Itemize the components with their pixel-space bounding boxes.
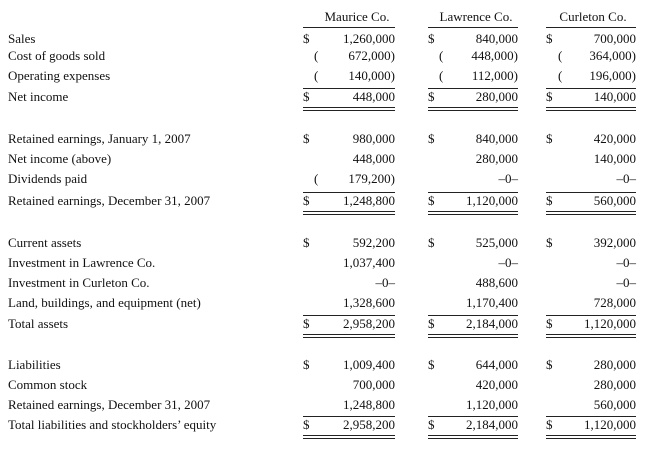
subtotal-rule (546, 192, 636, 193)
total-double-rule (303, 435, 395, 436)
subtotal-rule (428, 416, 518, 417)
value-cell (303, 295, 395, 313)
value-cell (428, 193, 518, 211)
value-cell (546, 397, 636, 415)
amount: 140,000 (593, 151, 636, 166)
value-cell (428, 151, 518, 169)
dollar-sign: $ (428, 417, 435, 432)
value-cell (428, 255, 518, 273)
amount: 448,000 (352, 151, 395, 166)
amount: –0– (616, 171, 636, 186)
row-label: Total liabilities and stockholders’ equity (8, 417, 217, 432)
subtotal-rule (428, 315, 518, 316)
dollar-sign: $ (428, 316, 435, 331)
total-double-rule (546, 107, 636, 108)
open-paren: ( (558, 68, 563, 83)
retained-earnings-row (0, 193, 652, 211)
dollar-sign: $ (303, 31, 310, 46)
header-underline (428, 27, 518, 28)
amount: 1,328,600 (343, 295, 395, 310)
total-double-rule (428, 211, 518, 212)
value-cell (428, 295, 518, 313)
amount: 525,000 (475, 235, 518, 250)
amount: 1,248,800 (343, 193, 395, 208)
amount: 420,000 (475, 377, 518, 392)
dollar-sign: $ (546, 235, 553, 250)
amount: 179,200) (348, 171, 395, 186)
amount: 364,000) (589, 48, 636, 63)
subtotal-rule (546, 315, 636, 316)
amount: 488,600 (475, 275, 518, 290)
row-label: Net income (above) (8, 151, 112, 166)
income-row (0, 48, 652, 66)
amount: 840,000 (475, 31, 518, 46)
amount: 196,000) (589, 68, 636, 83)
value-cell (546, 295, 636, 313)
assets-row (0, 295, 652, 313)
total-double-rule (546, 435, 636, 436)
amount: 280,000 (475, 89, 518, 104)
open-paren: ( (314, 68, 319, 83)
amount: 140,000) (348, 68, 395, 83)
open-paren: ( (558, 48, 563, 63)
amount: 980,000 (352, 131, 395, 146)
value-cell (303, 397, 395, 415)
value-cell (546, 255, 636, 273)
amount: 2,184,000 (466, 316, 518, 331)
value-cell (303, 193, 395, 211)
header-underline (546, 27, 636, 28)
row-label: Operating expenses (8, 68, 111, 83)
amount: 1,120,000 (584, 316, 636, 331)
total-double-rule (303, 214, 395, 215)
amount: 840,000 (475, 131, 518, 146)
total-double-rule (303, 107, 395, 108)
dollar-sign: $ (546, 357, 553, 372)
value-cell (546, 68, 636, 86)
dollar-sign: $ (546, 417, 553, 432)
value-cell (428, 357, 518, 375)
value-cell (546, 89, 636, 107)
dollar-sign: $ (428, 89, 435, 104)
retained-earnings-row (0, 151, 652, 169)
total-double-rule (303, 211, 395, 212)
amount: –0– (616, 275, 636, 290)
value-cell (428, 68, 518, 86)
liabilities-equity-row (0, 357, 652, 375)
dollar-sign: $ (546, 89, 553, 104)
amount: 728,000 (593, 295, 636, 310)
value-cell (546, 377, 636, 395)
column-header: Maurice Co. (324, 9, 390, 24)
total-double-rule (546, 214, 636, 215)
amount: 644,000 (475, 357, 518, 372)
amount: 1,120,000 (584, 417, 636, 432)
value-cell (428, 397, 518, 415)
value-cell (303, 68, 395, 86)
header-underline (303, 27, 395, 28)
value-cell (428, 89, 518, 107)
liabilities-equity-row (0, 417, 652, 435)
subtotal-rule (428, 88, 518, 89)
value-cell (546, 48, 636, 66)
dollar-sign: $ (303, 131, 310, 146)
amount: 112,000) (471, 68, 518, 83)
amount: –0– (498, 171, 518, 186)
row-label: Cost of goods sold (8, 48, 106, 63)
column-header: Curleton Co. (559, 9, 627, 24)
value-cell (546, 131, 636, 149)
liabilities-equity-row (0, 397, 652, 415)
amount: 1,120,000 (466, 397, 518, 412)
amount: 1,260,000 (343, 31, 395, 46)
open-paren: ( (314, 48, 319, 63)
value-cell (428, 131, 518, 149)
dollar-sign: $ (303, 89, 310, 104)
total-double-rule (546, 438, 636, 439)
value-cell (303, 255, 395, 273)
dollar-sign: $ (303, 357, 310, 372)
amount: 1,009,400 (343, 357, 395, 372)
row-label: Investment in Lawrence Co. (8, 255, 156, 270)
subtotal-rule (303, 192, 395, 193)
value-cell (303, 171, 395, 189)
retained-earnings-row (0, 131, 652, 149)
value-cell (546, 417, 636, 435)
value-cell (303, 377, 395, 395)
row-label: Common stock (8, 377, 88, 392)
dollar-sign: $ (428, 235, 435, 250)
amount: 280,000 (593, 377, 636, 392)
row-label: Sales (8, 31, 36, 46)
value-cell (303, 31, 395, 49)
subtotal-rule (303, 416, 395, 417)
liabilities-equity-row (0, 377, 652, 395)
total-double-rule (303, 337, 395, 338)
open-paren: ( (439, 48, 444, 63)
amount: 672,000) (348, 48, 395, 63)
amount: 2,958,200 (343, 417, 395, 432)
total-double-rule (428, 334, 518, 335)
amount: 448,000) (471, 48, 518, 63)
dollar-sign: $ (546, 31, 553, 46)
value-cell (428, 275, 518, 293)
dollar-sign: $ (303, 316, 310, 331)
value-cell (303, 235, 395, 253)
row-label: Total assets (8, 316, 69, 331)
amount: 1,120,000 (466, 193, 518, 208)
subtotal-rule (428, 192, 518, 193)
retained-earnings-row (0, 171, 652, 189)
value-cell (428, 377, 518, 395)
income-row (0, 89, 652, 107)
row-label: Retained earnings, December 31, 2007 (8, 193, 211, 208)
total-double-rule (546, 110, 636, 111)
amount: 1,170,400 (466, 295, 518, 310)
dollar-sign: $ (303, 193, 310, 208)
amount: 1,248,800 (343, 397, 395, 412)
amount: 448,000 (352, 89, 395, 104)
dollar-sign: $ (546, 193, 553, 208)
income-row (0, 68, 652, 86)
total-double-rule (303, 438, 395, 439)
total-double-rule (546, 334, 636, 335)
row-label: Retained earnings, December 31, 2007 (8, 397, 211, 412)
amount: 560,000 (593, 193, 636, 208)
assets-row (0, 316, 652, 334)
dollar-sign: $ (303, 235, 310, 250)
value-cell (546, 275, 636, 293)
value-cell (303, 357, 395, 375)
value-cell (303, 151, 395, 169)
total-double-rule (428, 214, 518, 215)
total-double-rule (428, 107, 518, 108)
amount: –0– (498, 255, 518, 270)
value-cell (303, 89, 395, 107)
assets-row (0, 255, 652, 273)
amount: 280,000 (593, 357, 636, 372)
subtotal-rule (546, 416, 636, 417)
open-paren: ( (314, 171, 319, 186)
amount: 2,958,200 (343, 316, 395, 331)
dollar-sign: $ (428, 193, 435, 208)
value-cell (546, 235, 636, 253)
dollar-sign: $ (428, 357, 435, 372)
amount: 392,000 (593, 235, 636, 250)
total-double-rule (428, 435, 518, 436)
value-cell (428, 31, 518, 49)
dollar-sign: $ (428, 31, 435, 46)
value-cell (428, 48, 518, 66)
subtotal-rule (303, 88, 395, 89)
income-row (0, 31, 652, 49)
total-double-rule (303, 334, 395, 335)
row-label: Dividends paid (8, 171, 88, 186)
value-cell (428, 316, 518, 334)
subtotal-rule (546, 88, 636, 89)
row-label: Liabilities (8, 357, 61, 372)
amount: 700,000 (593, 31, 636, 46)
amount: 2,184,000 (466, 417, 518, 432)
row-label: Current assets (8, 235, 82, 250)
value-cell (546, 357, 636, 375)
value-cell (546, 31, 636, 49)
open-paren: ( (439, 68, 444, 83)
value-cell (546, 316, 636, 334)
amount: 700,000 (352, 377, 395, 392)
column-header: Lawrence Co. (439, 9, 513, 24)
row-label: Investment in Curleton Co. (8, 275, 150, 290)
value-cell (546, 151, 636, 169)
value-cell (303, 48, 395, 66)
assets-row (0, 235, 652, 253)
row-label: Land, buildings, and equipment (net) (8, 295, 201, 310)
total-double-rule (303, 110, 395, 111)
amount: 1,037,400 (343, 255, 395, 270)
dollar-sign: $ (546, 131, 553, 146)
subtotal-rule (303, 315, 395, 316)
amount: –0– (616, 255, 636, 270)
value-cell (303, 275, 395, 293)
amount: –0– (375, 275, 395, 290)
dollar-sign: $ (428, 131, 435, 146)
value-cell (303, 131, 395, 149)
value-cell (546, 193, 636, 211)
value-cell (303, 316, 395, 334)
dollar-sign: $ (303, 417, 310, 432)
value-cell (428, 417, 518, 435)
column-header-row (0, 9, 652, 27)
total-double-rule (546, 211, 636, 212)
amount: 420,000 (593, 131, 636, 146)
total-double-rule (428, 110, 518, 111)
row-label: Retained earnings, January 1, 2007 (8, 131, 191, 146)
row-label: Net income (8, 89, 69, 104)
total-double-rule (428, 337, 518, 338)
value-cell (428, 235, 518, 253)
value-cell (428, 171, 518, 189)
total-double-rule (428, 438, 518, 439)
amount: 592,200 (352, 235, 395, 250)
assets-row (0, 275, 652, 293)
dollar-sign: $ (546, 316, 553, 331)
value-cell (546, 171, 636, 189)
amount: 560,000 (593, 397, 636, 412)
total-double-rule (546, 337, 636, 338)
amount: 140,000 (593, 89, 636, 104)
value-cell (303, 417, 395, 435)
amount: 280,000 (475, 151, 518, 166)
